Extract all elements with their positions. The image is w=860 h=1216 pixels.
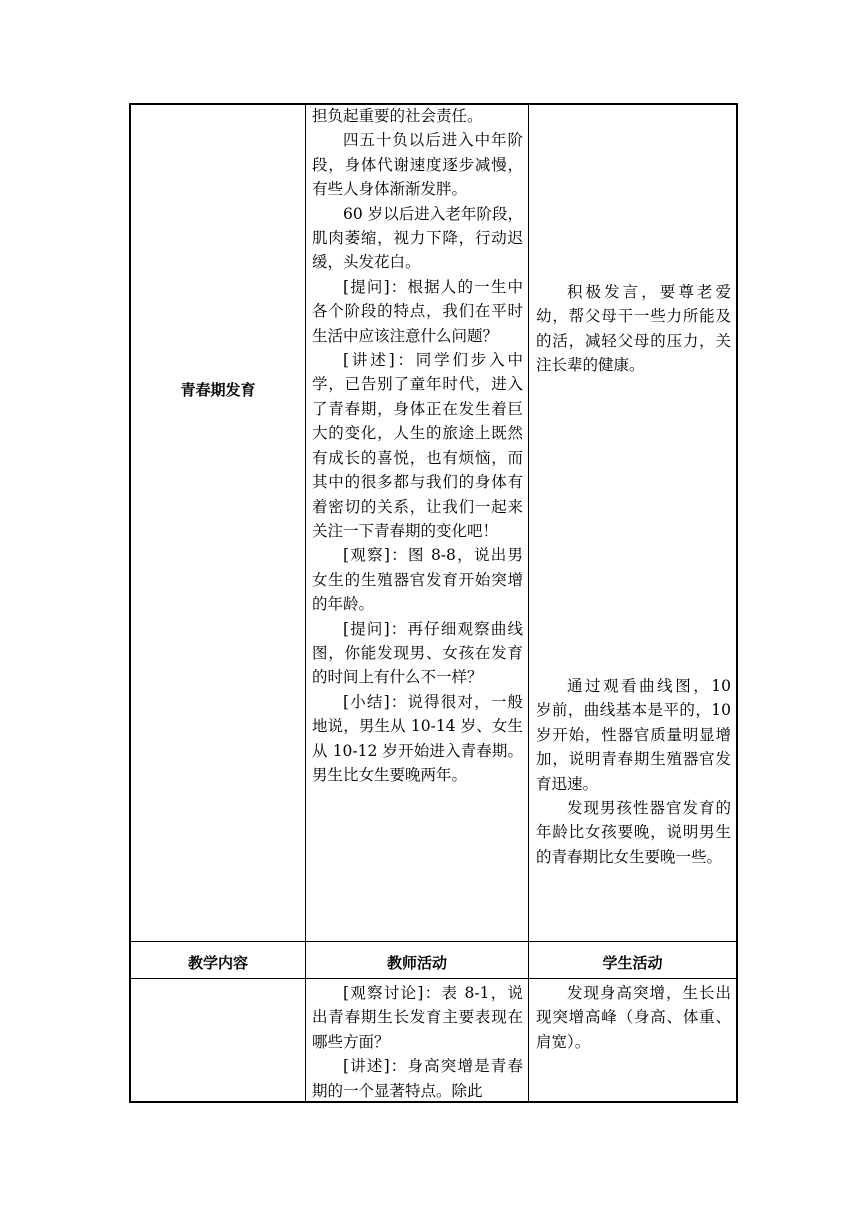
header-cell-content xyxy=(131,942,305,978)
teacher-paragraph: [提问]：根据人的一生中各个阶段的特点，我们在平时生活中应该注意什么问题？ xyxy=(312,277,523,345)
row-divider-bottom xyxy=(131,978,736,979)
teacher-activity-cell-1 xyxy=(312,104,523,787)
teacher-paragraph: [小结]：说得很对，一般地说，男生从 10-14 岁、女生从 10-12 岁开始进入青春期。男生比女生要晚两年。 xyxy=(312,692,523,784)
teacher-paragraph: 60 岁以后进入老年阶段，肌肉萎缩，视力下降，行动迟缓，头发花白。 xyxy=(312,204,523,272)
header-cell-teacher xyxy=(306,942,528,978)
student-paragraph: 发现男孩性器官发育的年龄比女孩要晚，说明男生的青春期比女生要晚一些。 xyxy=(536,799,731,866)
student-activity-cell-2 xyxy=(536,981,731,1054)
teacher-activity-cell-2 xyxy=(312,981,523,1103)
header-cell-student xyxy=(529,942,736,978)
teacher-paragraph: [观察讨论]：表 8-1，说出青春期生长发育主要表现在哪些方面？ xyxy=(312,984,523,1051)
student-activity-cell-1b xyxy=(536,674,731,869)
header-label-student: 学生活动 xyxy=(602,954,663,972)
header-label-content: 教学内容 xyxy=(187,954,248,972)
teacher-paragraph: [提问]：再仔细观察曲线图，你能发现男、女孩在发育的时间上有什么不一样？ xyxy=(312,619,523,687)
student-paragraph: 通过观看曲线图，10 岁前，曲线基本是平的，10 岁开始，性器官质量明显增加，说明青春期生殖器官发育迅速。 xyxy=(536,677,731,793)
teacher-paragraph: 担负起重要的社会责任。 xyxy=(312,107,483,125)
student-activity-cell-1a xyxy=(536,280,731,378)
teacher-paragraph: [讲述]：身高突增是青春期的一个显著特点。除此 xyxy=(312,1057,523,1100)
teacher-paragraph: [讲述]：同学们步入中学，已告别了童年时代，进入了青春期，身体正在发生着巨大的变化，人生的旅途上既然有成长的喜悦，也有烦恼，而其中的很多都与我们的身体有着密切的关系，让我们一起来关注一下青春期的变化吧！ xyxy=(312,351,523,540)
header-label-teacher: 教师活动 xyxy=(386,954,447,972)
content-label: 青春期发育 xyxy=(180,381,256,399)
student-paragraph: 积极发言，要尊老爱幼，帮父母干一些力所能及的活，减轻父母的压力，关注长辈的健康。 xyxy=(536,283,731,375)
lesson-table xyxy=(129,103,738,1103)
student-paragraph: 发现身高突增，生长出现突增高峰（身高、体重、肩宽）。 xyxy=(536,984,731,1051)
content-cell-1 xyxy=(131,105,305,941)
teacher-paragraph: [观察]：图 8-8，说出男女生的生殖器官发育开始突增的年龄。 xyxy=(312,546,523,614)
teacher-paragraph: 四五十负以后进入中年阶段，身体代谢速度逐步减慢，有些人身体渐渐发胖。 xyxy=(312,131,523,199)
